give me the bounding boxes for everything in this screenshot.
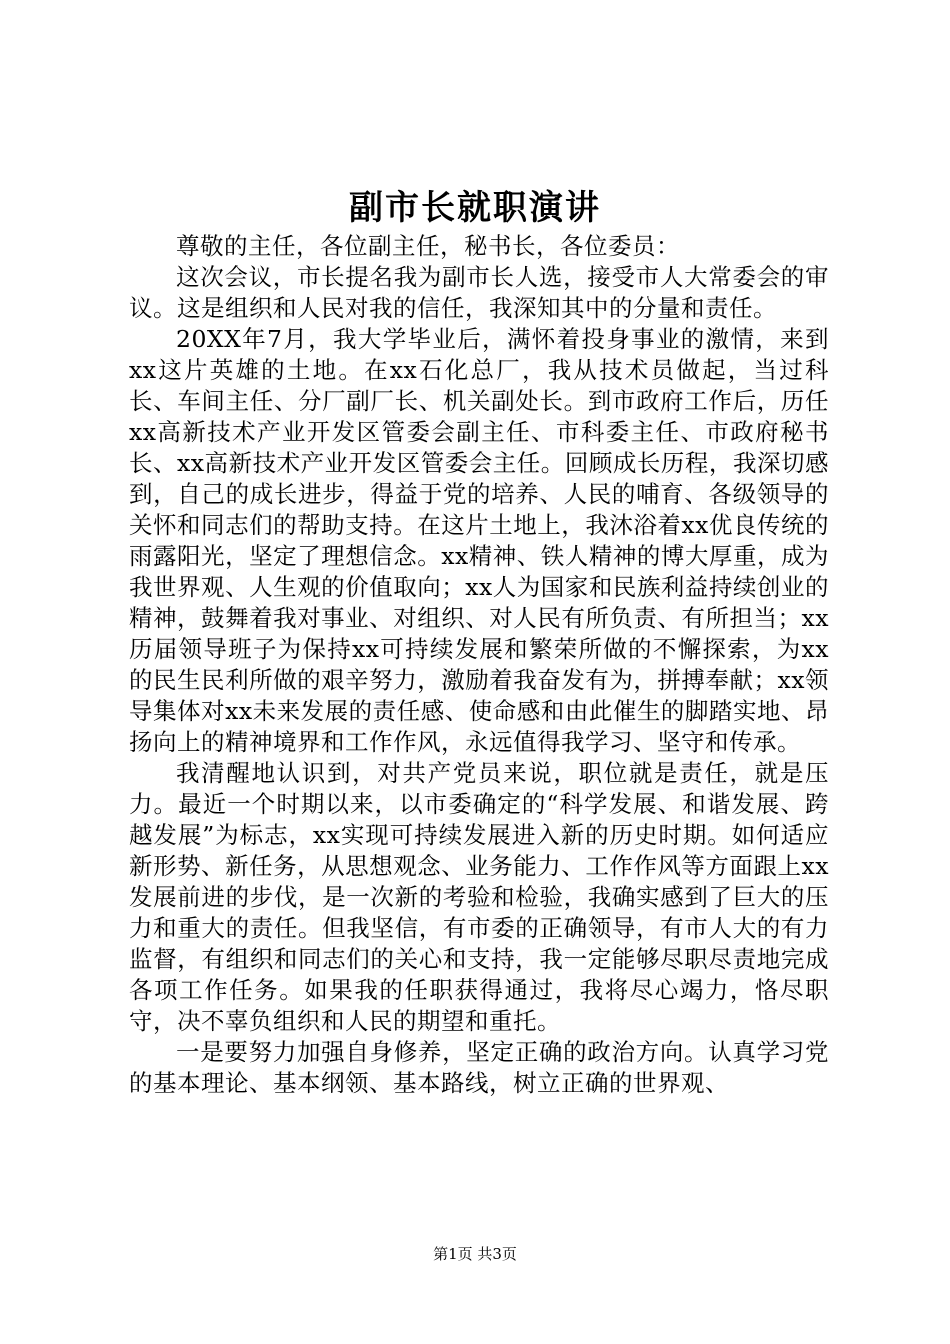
page-footer: 第1页 共3页: [433, 1245, 517, 1263]
paragraph: 20XX年7月，我大学毕业后，满怀着投身事业的激情，来到xx这片英雄的土地。在xx石化总厂，我从技术员做起，当过科长、车间主任、分厂副厂长、机关副处长。到市政府工作后，历任xx高新技术产业开发区管委会副主任、市科委主任、市政府秘书长、xx高新技术产业开发区管委会主任。回顾成长历程，我深切感到，自己的成长进步，得益于党的培养、人民的哺育、各级领导的关怀和同志们的帮助支持。在这片土地上，我沐浴着xx优良传统的雨露阳光，坚定了理想信念。xx精神、铁人精神的博大厚重，成为我世界观、人生观的价值取向；xx人为国家和民族利益持续创业的精神，鼓舞着我对事业、对组织、对人民有所负责、有所担当；xx历届领导班子为保持xx可持续发展和繁荣所做的不懈探索，为xx的民生民利所做的艰辛努力，激励着我奋发有为，拼搏奉献；xx领导集体对xx未来发展的责任感、使命感和由此催生的脚踏实地、昂扬向上的精神境界和工作作风，永远值得我学习、坚守和传承。: [129, 325, 829, 756]
paragraph: 一是要努力加强自身修养，坚定正确的政治方向。认真学习党的基本理论、基本纲领、基本路线，树立正确的世界观、: [129, 1038, 829, 1097]
paragraph: 这次会议，市长提名我为副市长人选，接受市人大常委会的审议。这是组织和人民对我的信任，我深知其中的分量和责任。: [129, 263, 829, 322]
document-body: [129, 231, 829, 1099]
document-title: 副市长就职演讲: [349, 188, 601, 228]
paragraph: 我清醒地认识到，对共产党员来说，职位就是责任，就是压力。最近一个时期以来，以市委确定的“科学发展、和谐发展、跨越发展”为标志，xx实现可持续发展进入新的历史时期。如何适应新形势、新任务，从思想观念、业务能力、工作作风等方面跟上xx发展前进的步伐，是一次新的考验和检验，我确实感到了巨大的压力和重大的责任。但我坚信，有市委的正确领导，有市人大的有力监督，有组织和同志们的关心和支持，我一定能够尽职尽责地完成各项工作任务。如果我的任职获得通过，我将尽心竭力，恪尽职守，决不辜负组织和人民的期望和重托。: [129, 759, 829, 1035]
paragraph-salutation: 尊敬的主任，各位副主任，秘书长，各位委员：: [176, 232, 680, 260]
